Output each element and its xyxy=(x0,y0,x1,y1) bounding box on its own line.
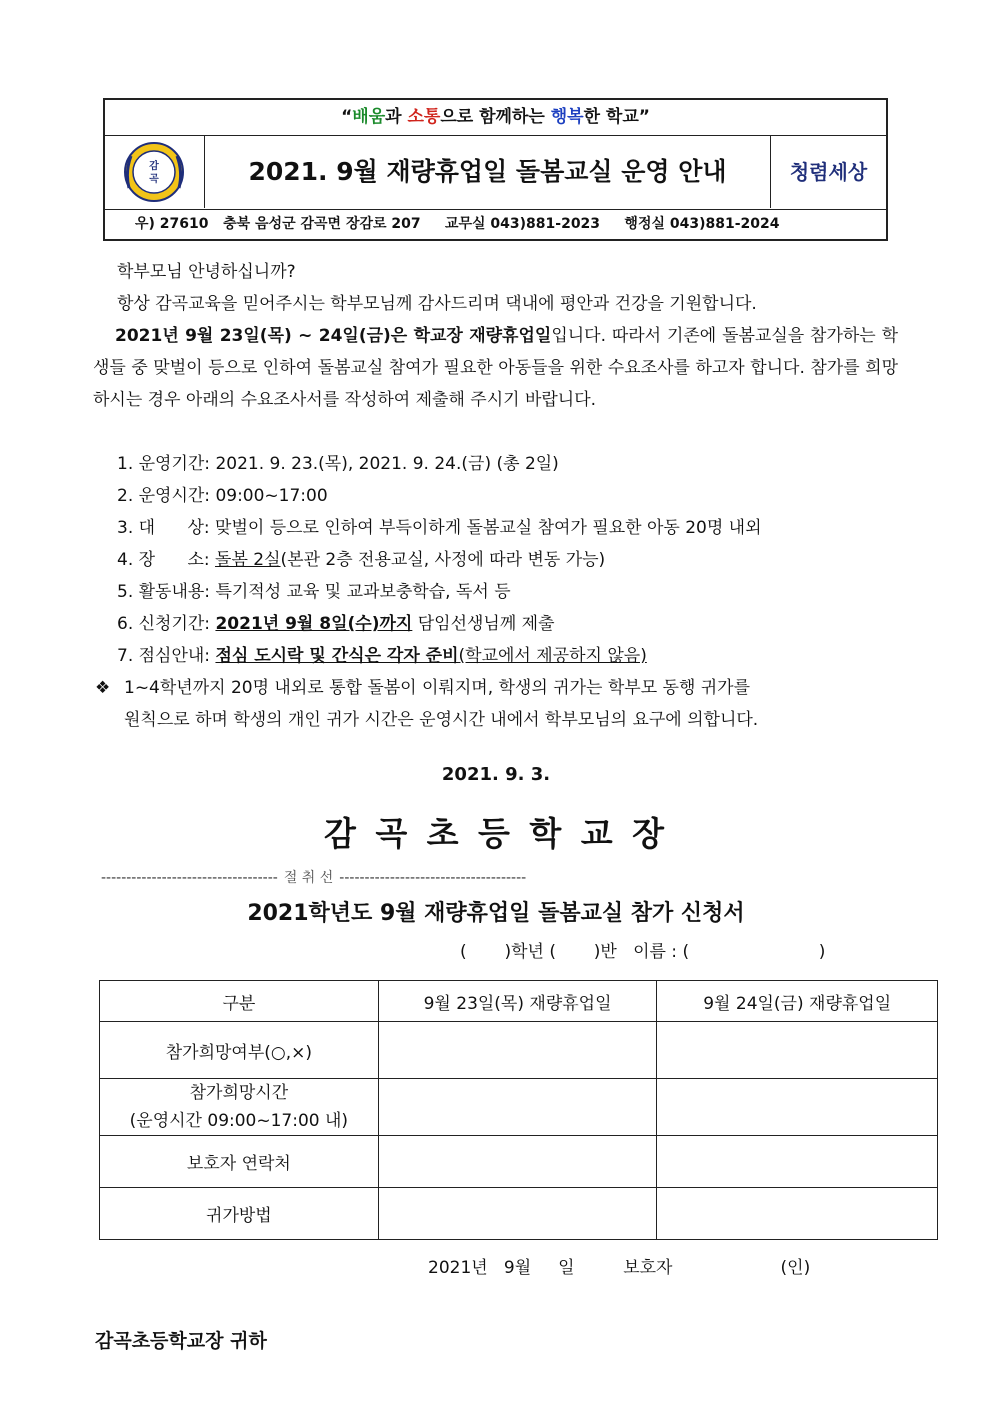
header-sep-23: 9월 23일(목) 재량휴업일 xyxy=(378,981,657,1022)
slogan-word-communication: 소통 xyxy=(407,107,441,127)
header-title-row xyxy=(105,136,886,210)
item-target: 3. 대 상: 맞벌이 등으로 인하여 부득이하게 돌봄교실 참여가 필요한 아동 20명 내외 xyxy=(117,518,762,538)
row-label-time-main: 참가희망시간 xyxy=(189,1083,289,1103)
greeting: 학부모님 안녕하십니까? xyxy=(117,262,296,282)
school-emblem-icon xyxy=(105,136,203,208)
table-row xyxy=(100,1079,938,1136)
cell-contact-24[interactable] xyxy=(657,1136,938,1188)
cut-line-label: 절 취 선 xyxy=(283,870,334,886)
header-category: 구분 xyxy=(100,981,379,1022)
slogan-word-learning: 배움 xyxy=(352,107,386,127)
school-address: 우) 27610 충북 음성군 감곡면 장감로 207 교무실 043)881-2023 행정실 043)881-2024 xyxy=(135,216,780,232)
item-activities: 5. 활동내용: 특기적성 교육 및 교과보충학습, 독서 등 xyxy=(117,582,511,602)
paragraph-thanks: 항상 감곡교육을 믿어주시는 학부모님께 감사드리며 댁내에 평안과 건강을 기원합니다. xyxy=(117,294,757,314)
cell-participation-24[interactable] xyxy=(657,1022,938,1079)
table-row xyxy=(100,1136,938,1188)
header-sep-24: 9월 24일(금) 재량휴업일 xyxy=(657,981,938,1022)
page-title: 2021. 9월 재량휴업일 돌봄교실 운영 안내 xyxy=(248,157,727,186)
table-row xyxy=(100,1188,938,1240)
note-line-2: 원칙으로 하며 학생의 개인 귀가 시간은 운영시간 내에서 학부모님의 요구에 의합니다. xyxy=(124,710,759,730)
item-place: 4. 장 소: 돌봄 2실(본관 2층 전용교실, 사정에 따라 변동 가능) xyxy=(117,550,606,570)
row-label-time xyxy=(100,1079,379,1136)
paragraph-notice: 2021년 9월 23일(목) ~ 24일(금)은 학교장 재량휴업일입니다. 따라서 기존에 돌봄교실을 참가하는 학생들 중 맞벌이 등으로 인하여 돌봄교실 참여가 필요한 아동들을 위한 수요조사를 하고자 합니다. 참가를 희망하시는 경우 아래의 수요조사서를 작성하여 제출해 주시기 바랍니다. xyxy=(93,326,898,410)
school-emblem-cell xyxy=(105,136,205,208)
principal-signature: 감 곡 초 등 학 교 장 xyxy=(323,814,669,853)
row-label-time-note: (운영시간 09:00~17:00 내) xyxy=(129,1111,349,1131)
table-row xyxy=(100,1022,938,1079)
student-info-line: ( )학년 ( )반 이름 : ( ) xyxy=(460,942,826,962)
notice-date: 2021. 9. 3. xyxy=(441,764,551,785)
cell-return-23[interactable] xyxy=(378,1188,657,1240)
note-line-1: 1~4학년까지 20명 내외로 통합 돌봄이 이뤄지며, 학생의 귀가는 학부모 동행 귀가를 xyxy=(124,678,751,698)
row-label-guardian-contact: 보호자 연락처 xyxy=(100,1136,379,1188)
signature-line: 2021년 9월 일 보호자 (인) xyxy=(428,1258,811,1278)
item-hours: 2. 운영시간: 09:00~17:00 xyxy=(117,486,328,506)
addressee: 감곡초등학교장 귀하 xyxy=(95,1330,267,1352)
form-title: 2021학년도 9월 재량휴업일 돌봄교실 참가 신청서 xyxy=(247,901,745,926)
cell-time-23[interactable] xyxy=(378,1079,657,1136)
integrity-brand-logo: 청렴세상 xyxy=(770,136,886,208)
school-slogan: “배움과 소통으로 함께하는 행복한 학교” xyxy=(105,100,886,136)
svg-text:감: 감 xyxy=(149,161,159,172)
row-label-return-method: 귀가방법 xyxy=(100,1188,379,1240)
item-application-period: 6. 신청기간: 2021년 9월 8일(수)까지 담임선생님께 제출 xyxy=(117,614,555,634)
notice-date-highlight: 2021년 9월 23일(목) ~ 24일(금)은 학교장 재량휴업일 xyxy=(115,326,552,346)
cell-return-24[interactable] xyxy=(657,1188,938,1240)
cell-participation-23[interactable] xyxy=(378,1022,657,1079)
svg-text:곡: 곡 xyxy=(149,174,159,185)
row-label-participation: 참가희망여부(○,×) xyxy=(100,1022,379,1079)
application-table xyxy=(99,980,938,1240)
slogan-word-happiness: 행복 xyxy=(550,107,584,127)
cell-time-24[interactable] xyxy=(657,1079,938,1136)
table-header-row xyxy=(100,981,938,1022)
cut-line: ----------------------------------- 절 취 선 ------------------------------------- xyxy=(101,870,527,886)
item-period: 1. 운영기간: 2021. 9. 23.(목), 2021. 9. 24.(금) (총 2일) xyxy=(117,454,559,474)
item-lunch: 7. 점심안내: 점심 도시락 및 간식은 각자 준비(학교에서 제공하지 않음) xyxy=(117,646,647,666)
header-box xyxy=(103,98,888,241)
cell-contact-23[interactable] xyxy=(378,1136,657,1188)
note-mark-icon: ❖ xyxy=(95,678,111,698)
